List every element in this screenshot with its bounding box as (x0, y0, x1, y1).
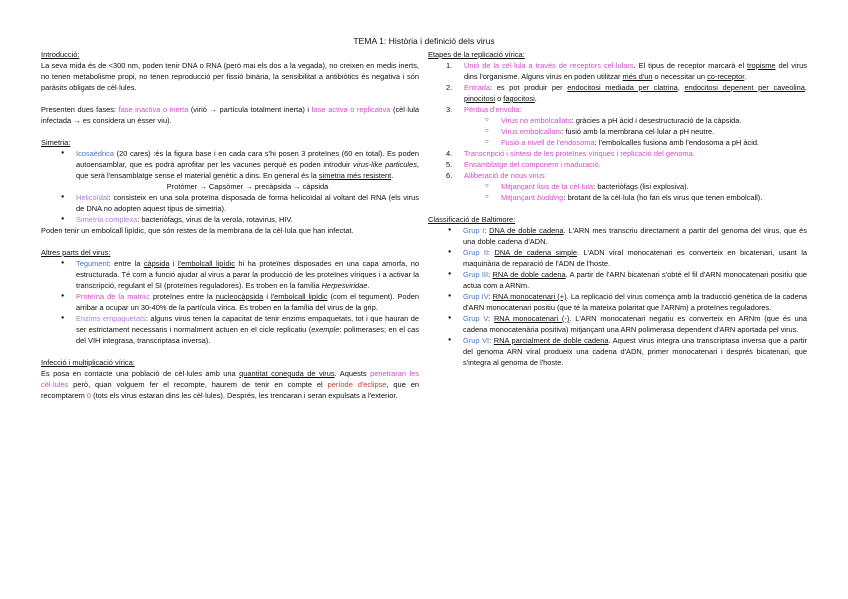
phase-inactive: fase inactiva o inerta (118, 105, 189, 114)
text-run: , que serà l'ensamblatge sense el material genètic a dins. En general és la (76, 160, 419, 180)
phases-paragraph (41, 104, 419, 126)
stages-list (428, 60, 807, 203)
group-label: Grup V (463, 314, 489, 323)
phases-text: (cèl·lula infectada → es considera un ésser viu). (41, 105, 420, 125)
text-run: Alliberació de nous virus: (464, 171, 547, 180)
term-tegument: Tegument (76, 259, 109, 268)
list-item (41, 214, 419, 225)
text-run: (tots els virus estaran dins les cèl·lules). Després, les trencaran i seran expulsats a l'exterior. (91, 391, 398, 400)
text-run: : l'embolcalles fusiona amb l'endosoma a pH àcid. (594, 138, 760, 147)
text-run: : consisteix en una sola proteïna disposada de forma helicoïdal al voltant del RNA (els virus de DNA no adopten aquest tipus de simetria). (76, 193, 419, 213)
text-run: budding (536, 193, 564, 202)
text-run: tropisme (747, 61, 776, 70)
list-item (428, 291, 807, 313)
phases-text: Presenten dues fases: (41, 105, 119, 114)
list-number: 5. (446, 160, 453, 169)
group-label: Grup VI (463, 336, 490, 345)
list-item (428, 148, 807, 159)
text-run: DNA de doble cadena (489, 226, 564, 235)
list-number: 4. (446, 149, 453, 158)
symmetry-heading: Simetria: (41, 138, 71, 147)
list-item (428, 159, 807, 170)
text-run: Mitjançant lisis de la cèl·lula (501, 182, 594, 191)
symmetry-list (41, 148, 419, 225)
text-run: . Aquests (334, 369, 371, 378)
text-run: 0 (86, 391, 92, 400)
text-run: període d'eclipse (327, 380, 387, 389)
text-run: (com el tegument). Poden arribar a ocupar un 30-40% de la partícula vírica. Es troben en la família del virus de la grip. (76, 292, 419, 312)
baltimore-list (428, 225, 807, 368)
text-run: : gràcies a pH àcid i desestructuració de la càpsida. (571, 116, 742, 125)
text-run: Virus embolcallats (501, 127, 562, 136)
text-run: RNA monocatenari (-) (493, 314, 570, 323)
infection-heading: Infecció i multiplicació vírica: (41, 358, 135, 367)
text-run: : proteïnes entre la (147, 292, 216, 301)
list-item (428, 60, 807, 82)
text-run: Ensamblatge del component i maduració. (464, 160, 601, 169)
list-item (41, 291, 419, 313)
list-number: 6. (446, 171, 453, 180)
list-item (41, 192, 419, 214)
infection-paragraph (41, 368, 419, 401)
text-run: . L'ARN monocatenari negatiu es converteix en ARNm (que és una cadena monocatenària positiva) mitjançant una ARN polimerasa dependent d'ARN aportada pel virus. (463, 314, 807, 334)
intro-heading: Introducció: (41, 50, 80, 59)
text-run: virus-like particules (352, 160, 417, 169)
assembly-chain: Protòmer → Capsòmer → precàpsida → càpsida (166, 182, 329, 191)
text-run: : alguns virus tenen la capacitat de tenir enzims empaquetats, tot i que hauran de ser estrictament necessaris i normalment actuen en el cicle replicatiu ( (76, 314, 419, 334)
list-number: 3. (446, 105, 453, 114)
phases-text: (virió → partícula totalment inerta) i (188, 105, 312, 114)
text-run: . (367, 281, 370, 290)
sub-list-item (428, 181, 807, 192)
text-run: endocitosi mediada per clatrina (567, 83, 678, 92)
page-title: TEMA 1: Història i definició dels virus (353, 36, 495, 46)
text-run: i (263, 292, 272, 301)
list-item (41, 313, 419, 346)
text-run: : entre la (108, 259, 144, 268)
text-run: . (534, 94, 537, 103)
text-run: . L'ADN víral monocatenari es converteix en bicatenari, usant la maquinària de reparació de l'ADN de l'hoste. (463, 248, 807, 268)
parts-list (41, 258, 419, 346)
list-item (428, 247, 807, 269)
text-run: : (488, 248, 495, 257)
text-run: Unió de la cèl·lula a través de receptors cel·lulars (464, 61, 634, 70)
text-run: Es posa en contacte una població de cèl·lules amb una (41, 369, 240, 378)
text-run: . (744, 72, 747, 81)
text-run: Virus no embolcallats (501, 116, 572, 125)
sub-list-item (428, 192, 807, 203)
list-item (41, 258, 419, 291)
text-run: més d'un (622, 72, 653, 81)
text-run: Transcripció i síntesi de les proteïnes víriques i replicació del genoma. (464, 149, 695, 158)
text-run: : (488, 270, 493, 279)
text-run: Mitjançant (501, 193, 537, 202)
text-run: exemple (311, 325, 340, 334)
text-run: pinocitosi (464, 94, 496, 103)
text-run: hi ha proteïnes disposades en una capa amorfa, no estructurada. Té com a funció ajudar al virus a parar la producció de les proteïnes víriques i a activar la transcripció, regulant el SI (proteïnes reguladores). Es troben en la família (76, 259, 419, 290)
text-run: Herpesviridae (321, 281, 368, 290)
list-item (428, 313, 807, 335)
text-run: : fusió amb la membrana cel·lular a pH neutre. (561, 127, 715, 136)
text-run: fagocitosi (503, 94, 535, 103)
text-run: RNA de doble cadena (492, 270, 566, 279)
text-run: RNA parcialment de doble cadena (493, 336, 609, 345)
left-column (41, 49, 419, 401)
group-label: Grup III (463, 270, 489, 279)
list-item (428, 225, 807, 247)
text-run: simetria més resistent (318, 171, 392, 180)
right-column (428, 49, 807, 368)
text-run: l'embolcall lipídic (271, 292, 328, 301)
text-run: RNA monocatenari (+) (492, 292, 567, 301)
text-run: . (391, 171, 394, 180)
text-run: . A partir de l'ARN bicatenari s'obté el fil d'ARN monocatenari positiu que actua com a ARNm. (463, 270, 807, 290)
text-run: co-receptor (707, 72, 745, 81)
baltimore-heading: Classificació de Baltimore: (428, 215, 516, 224)
text-run: : polimerases; en el cas del VIH integrasa, transcriptasa inversa). (76, 325, 419, 345)
term-enzymes: Enzims empaquetats (76, 314, 146, 323)
term-matrix-protein: Proteïna de la matriu (76, 292, 148, 301)
envelope-paragraph: Poden tenir un embolcall lipídic, que són restes de la membrana de la cèl·lula que han infectat. (41, 226, 354, 235)
text-run: : bacteriòfags (lisi explosiva). (593, 182, 689, 191)
text-run: : (488, 292, 493, 301)
text-run: penetraran les cèl·lules (41, 369, 419, 389)
text-run: o (495, 94, 504, 103)
text-run: , que en recomptarem (41, 380, 420, 400)
text-run: : bacteriòfags, virus de la verola, rotavirus, HIV. (137, 215, 293, 224)
text-run: Pèrdua d'envolta: (464, 105, 522, 114)
text-run: càpsida (143, 259, 170, 268)
list-item (428, 104, 807, 115)
list-item (428, 269, 807, 291)
term-complex: Simetria complexa (76, 215, 138, 224)
intro-paragraph: La seva mida és de <300 nm, poden tenir DNA o RNA (però mai els dos a la vegada), no creixen en medis inerts, no tenen metabolisme propi, no tenen reproducció per fissió binària, la sensibilitat a antibiòtics és negativa i són paràsits obligats de cèl·lules. (41, 61, 419, 92)
text-run: . L'ARN mes transcriu directament a partir del genoma del virus, que és una doble cadena d'ADN. (463, 226, 807, 246)
term-helical: Helicoïdal (76, 193, 109, 202)
list-item (41, 148, 419, 192)
list-number: 1. (446, 61, 453, 70)
text-run: . Aquest virus integra una transcriptasa inversa que a partir del genoma ARN víral produeix una cadena d'ADN, primer monocatenari i després bicatenari, que s'integra al genoma de l'hoste. (463, 336, 807, 367)
group-label: Grup II (463, 248, 489, 257)
text-run: , (804, 83, 807, 92)
phase-active: fase activa o replicativa (311, 105, 391, 114)
text-run: però, quan volguem fer el recompte, haurem de tenir en compte el (68, 380, 328, 389)
text-run: quantitat coneguda de virus (239, 369, 335, 378)
text-run: l'embolcall lipídic (178, 259, 235, 268)
text-run: , (677, 83, 685, 92)
list-item (428, 82, 807, 104)
list-item (428, 335, 807, 368)
text-run: : es pot produir per (490, 83, 568, 92)
text-run: . El tipus de receptor marcarà el (633, 61, 748, 70)
text-run: Entrada (464, 83, 491, 92)
text-run: nucleocàpsida (215, 292, 264, 301)
sub-list-item (428, 115, 807, 126)
text-run: Fusió a nivell de l'endosoma (501, 138, 595, 147)
list-item (428, 170, 807, 181)
list-number: 2. (446, 83, 453, 92)
text-run: : (484, 226, 490, 235)
text-run: i (169, 259, 179, 268)
text-run: del virus dins l'organisme. Alguns virus en poden utilitzar (464, 61, 807, 81)
text-run: : (488, 314, 494, 323)
sub-list-item (428, 126, 807, 137)
text-run: : brotant de la cèl·lula (ho fan els virus que tenen embolcall). (563, 193, 763, 202)
text-run: . La replicació del virus comença amb la traducció genètica de la cadena d'ARN monocatenari positiu (que té la mateixa polaritat que l'ARNm) a proteïnes reguladores. (463, 292, 807, 312)
text-run: DNA de cadena simple (494, 248, 577, 257)
term-icosahedral: Icosaèdrica (76, 149, 115, 158)
text-run: o necessitar un (652, 72, 708, 81)
text-run: endocitosi depenent per caveolina (684, 83, 805, 92)
group-label: Grup IV (463, 292, 489, 301)
sub-list-item (428, 137, 807, 148)
parts-heading: Altres parts del virus: (41, 248, 111, 257)
text-run: : (489, 336, 494, 345)
stages-heading: Etapes de la replicació vírica: (428, 50, 525, 59)
text-run: (20 cares) :és la figura base i en cada cara s'hi posen 3 proteïnes (60 en total). Es poden autoensamblar, que es podrà aprofitar per les vacunes perquè es poden introduir (76, 149, 419, 169)
group-label: Grup I (463, 226, 485, 235)
